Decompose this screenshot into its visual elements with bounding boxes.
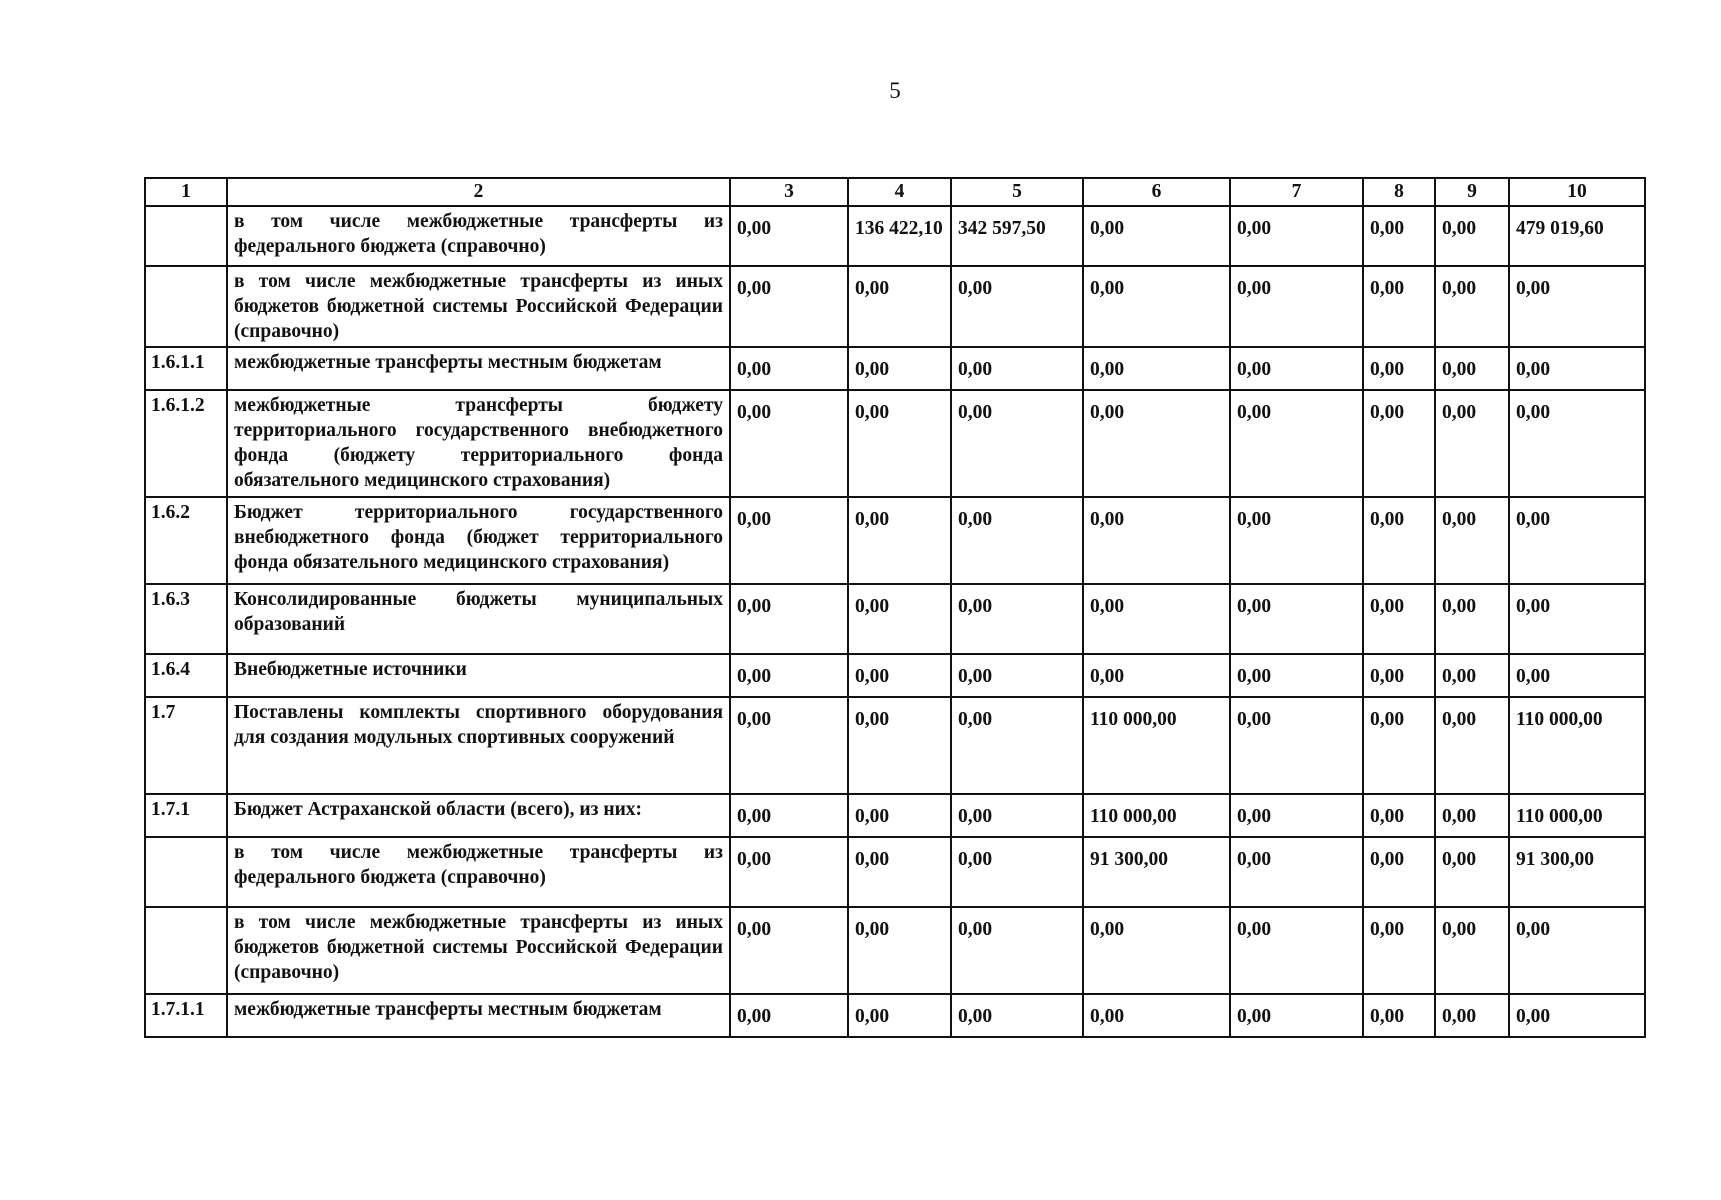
value-cell: 0,00 [1363, 794, 1435, 837]
budget-table [144, 177, 1646, 1038]
row-description: Внебюджетные источники [227, 654, 730, 697]
value-cell: 136 422,10 [848, 206, 951, 266]
value-cell: 0,00 [951, 584, 1083, 654]
value-cell: 0,00 [951, 390, 1083, 497]
table-body [145, 206, 1645, 1037]
value-cell: 0,00 [1083, 347, 1230, 390]
value-cell: 0,00 [1435, 907, 1509, 994]
value-cell: 0,00 [951, 654, 1083, 697]
row-description: Бюджет территориального государственного внебюджетного фонда (бюджет территориального фонда обязательного медицинского страхования) [227, 497, 730, 584]
column-header: 3 [730, 178, 848, 206]
value-cell: 0,00 [1435, 794, 1509, 837]
row-code: 1.6.1.2 [145, 390, 227, 497]
value-cell: 0,00 [1083, 266, 1230, 347]
value-cell: 0,00 [1363, 837, 1435, 907]
value-cell: 0,00 [730, 994, 848, 1037]
row-code [145, 266, 227, 347]
row-code [145, 206, 227, 266]
value-cell: 0,00 [730, 206, 848, 266]
row-code: 1.6.3 [145, 584, 227, 654]
value-cell: 0,00 [730, 794, 848, 837]
value-cell: 0,00 [848, 497, 951, 584]
column-header: 4 [848, 178, 951, 206]
value-cell: 0,00 [951, 697, 1083, 794]
value-cell: 0,00 [1435, 497, 1509, 584]
table-row [145, 390, 1645, 497]
value-cell: 0,00 [1363, 497, 1435, 584]
value-cell: 0,00 [1230, 497, 1363, 584]
value-cell: 110 000,00 [1509, 697, 1645, 794]
value-cell: 0,00 [1230, 697, 1363, 794]
row-code [145, 837, 227, 907]
value-cell: 91 300,00 [1083, 837, 1230, 907]
value-cell: 0,00 [1363, 654, 1435, 697]
column-header: 5 [951, 178, 1083, 206]
table-row [145, 697, 1645, 794]
value-cell: 0,00 [1363, 266, 1435, 347]
table-row [145, 994, 1645, 1037]
row-code: 1.7.1.1 [145, 994, 227, 1037]
value-cell: 0,00 [1435, 584, 1509, 654]
value-cell: 0,00 [1363, 206, 1435, 266]
value-cell: 0,00 [1435, 347, 1509, 390]
value-cell: 0,00 [951, 266, 1083, 347]
row-code [145, 907, 227, 994]
table-row [145, 347, 1645, 390]
table-row [145, 266, 1645, 347]
value-cell: 0,00 [1230, 390, 1363, 497]
value-cell: 0,00 [1509, 584, 1645, 654]
row-description: межбюджетные трансферты местным бюджетам [227, 994, 730, 1037]
value-cell: 0,00 [1509, 347, 1645, 390]
value-cell: 0,00 [730, 497, 848, 584]
value-cell: 0,00 [1435, 837, 1509, 907]
value-cell: 0,00 [951, 837, 1083, 907]
value-cell: 0,00 [1363, 994, 1435, 1037]
value-cell: 0,00 [951, 497, 1083, 584]
column-header: 10 [1509, 178, 1645, 206]
value-cell: 0,00 [848, 994, 951, 1037]
value-cell: 0,00 [1230, 584, 1363, 654]
row-description: в том числе межбюджетные трансферты из федерального бюджета (справочно) [227, 837, 730, 907]
column-header: 2 [227, 178, 730, 206]
value-cell: 110 000,00 [1509, 794, 1645, 837]
row-description: межбюджетные трансферты местным бюджетам [227, 347, 730, 390]
value-cell: 0,00 [730, 654, 848, 697]
value-cell: 0,00 [730, 907, 848, 994]
value-cell: 0,00 [848, 794, 951, 837]
value-cell: 0,00 [730, 584, 848, 654]
value-cell: 0,00 [1230, 347, 1363, 390]
value-cell: 0,00 [1083, 907, 1230, 994]
column-header: 1 [145, 178, 227, 206]
value-cell: 0,00 [1230, 266, 1363, 347]
value-cell: 0,00 [1509, 497, 1645, 584]
value-cell: 0,00 [730, 266, 848, 347]
value-cell: 0,00 [730, 697, 848, 794]
value-cell: 0,00 [951, 907, 1083, 994]
value-cell: 0,00 [1083, 654, 1230, 697]
value-cell: 0,00 [1435, 206, 1509, 266]
value-cell: 0,00 [848, 584, 951, 654]
value-cell: 0,00 [730, 347, 848, 390]
value-cell: 0,00 [1230, 206, 1363, 266]
value-cell: 0,00 [1509, 907, 1645, 994]
column-header: 6 [1083, 178, 1230, 206]
table-row [145, 584, 1645, 654]
value-cell: 0,00 [1435, 654, 1509, 697]
value-cell: 0,00 [1083, 206, 1230, 266]
value-cell: 0,00 [1363, 584, 1435, 654]
value-cell: 0,00 [1435, 697, 1509, 794]
row-code: 1.7 [145, 697, 227, 794]
row-description: межбюджетные трансферты бюджету территориального государственного внебюджетного фонда (бюджету территориального фонда обязательного медицинского страхования) [227, 390, 730, 497]
row-description: Консолидированные бюджеты муниципальных образований [227, 584, 730, 654]
value-cell: 0,00 [1509, 390, 1645, 497]
value-cell: 0,00 [951, 794, 1083, 837]
table-row [145, 654, 1645, 697]
value-cell: 0,00 [848, 837, 951, 907]
value-cell: 479 019,60 [1509, 206, 1645, 266]
value-cell: 0,00 [1509, 266, 1645, 347]
value-cell: 0,00 [951, 347, 1083, 390]
row-description: Бюджет Астраханской области (всего), из них: [227, 794, 730, 837]
header-row [145, 178, 1645, 206]
value-cell: 0,00 [1363, 347, 1435, 390]
value-cell: 0,00 [1509, 994, 1645, 1037]
row-code: 1.6.1.1 [145, 347, 227, 390]
column-header: 8 [1363, 178, 1435, 206]
value-cell: 0,00 [1435, 266, 1509, 347]
value-cell: 0,00 [848, 266, 951, 347]
table-row [145, 206, 1645, 266]
table-row [145, 794, 1645, 837]
value-cell: 0,00 [1363, 697, 1435, 794]
value-cell: 0,00 [848, 390, 951, 497]
value-cell: 0,00 [1083, 994, 1230, 1037]
table-row [145, 907, 1645, 994]
row-code: 1.6.2 [145, 497, 227, 584]
row-description: в том числе межбюджетные трансферты из иных бюджетов бюджетной системы Российской Федерации (справочно) [227, 266, 730, 347]
value-cell: 0,00 [1363, 907, 1435, 994]
value-cell: 0,00 [1083, 584, 1230, 654]
page-number: 5 [889, 78, 901, 103]
table-row [145, 497, 1645, 584]
value-cell: 110 000,00 [1083, 794, 1230, 837]
value-cell: 0,00 [1509, 654, 1645, 697]
value-cell: 0,00 [848, 347, 951, 390]
value-cell: 0,00 [848, 654, 951, 697]
value-cell: 0,00 [1230, 794, 1363, 837]
value-cell: 0,00 [1083, 390, 1230, 497]
value-cell: 0,00 [1230, 837, 1363, 907]
value-cell: 0,00 [1435, 994, 1509, 1037]
value-cell: 0,00 [1230, 654, 1363, 697]
table-row [145, 837, 1645, 907]
row-code: 1.7.1 [145, 794, 227, 837]
value-cell: 110 000,00 [1083, 697, 1230, 794]
value-cell: 0,00 [1230, 994, 1363, 1037]
value-cell: 0,00 [848, 697, 951, 794]
row-description: в том числе межбюджетные трансферты из федерального бюджета (справочно) [227, 206, 730, 266]
value-cell: 0,00 [1363, 390, 1435, 497]
value-cell: 0,00 [1435, 390, 1509, 497]
value-cell: 0,00 [730, 837, 848, 907]
column-header: 9 [1435, 178, 1509, 206]
value-cell: 0,00 [1230, 907, 1363, 994]
value-cell: 342 597,50 [951, 206, 1083, 266]
row-code: 1.6.4 [145, 654, 227, 697]
row-description: Поставлены комплекты спортивного оборудования для создания модульных спортивных сооружений [227, 697, 730, 794]
column-header: 7 [1230, 178, 1363, 206]
value-cell: 0,00 [848, 907, 951, 994]
value-cell: 91 300,00 [1509, 837, 1645, 907]
row-description: в том числе межбюджетные трансферты из иных бюджетов бюджетной системы Российской Федерации (справочно) [227, 907, 730, 994]
value-cell: 0,00 [951, 994, 1083, 1037]
value-cell: 0,00 [730, 390, 848, 497]
value-cell: 0,00 [1083, 497, 1230, 584]
